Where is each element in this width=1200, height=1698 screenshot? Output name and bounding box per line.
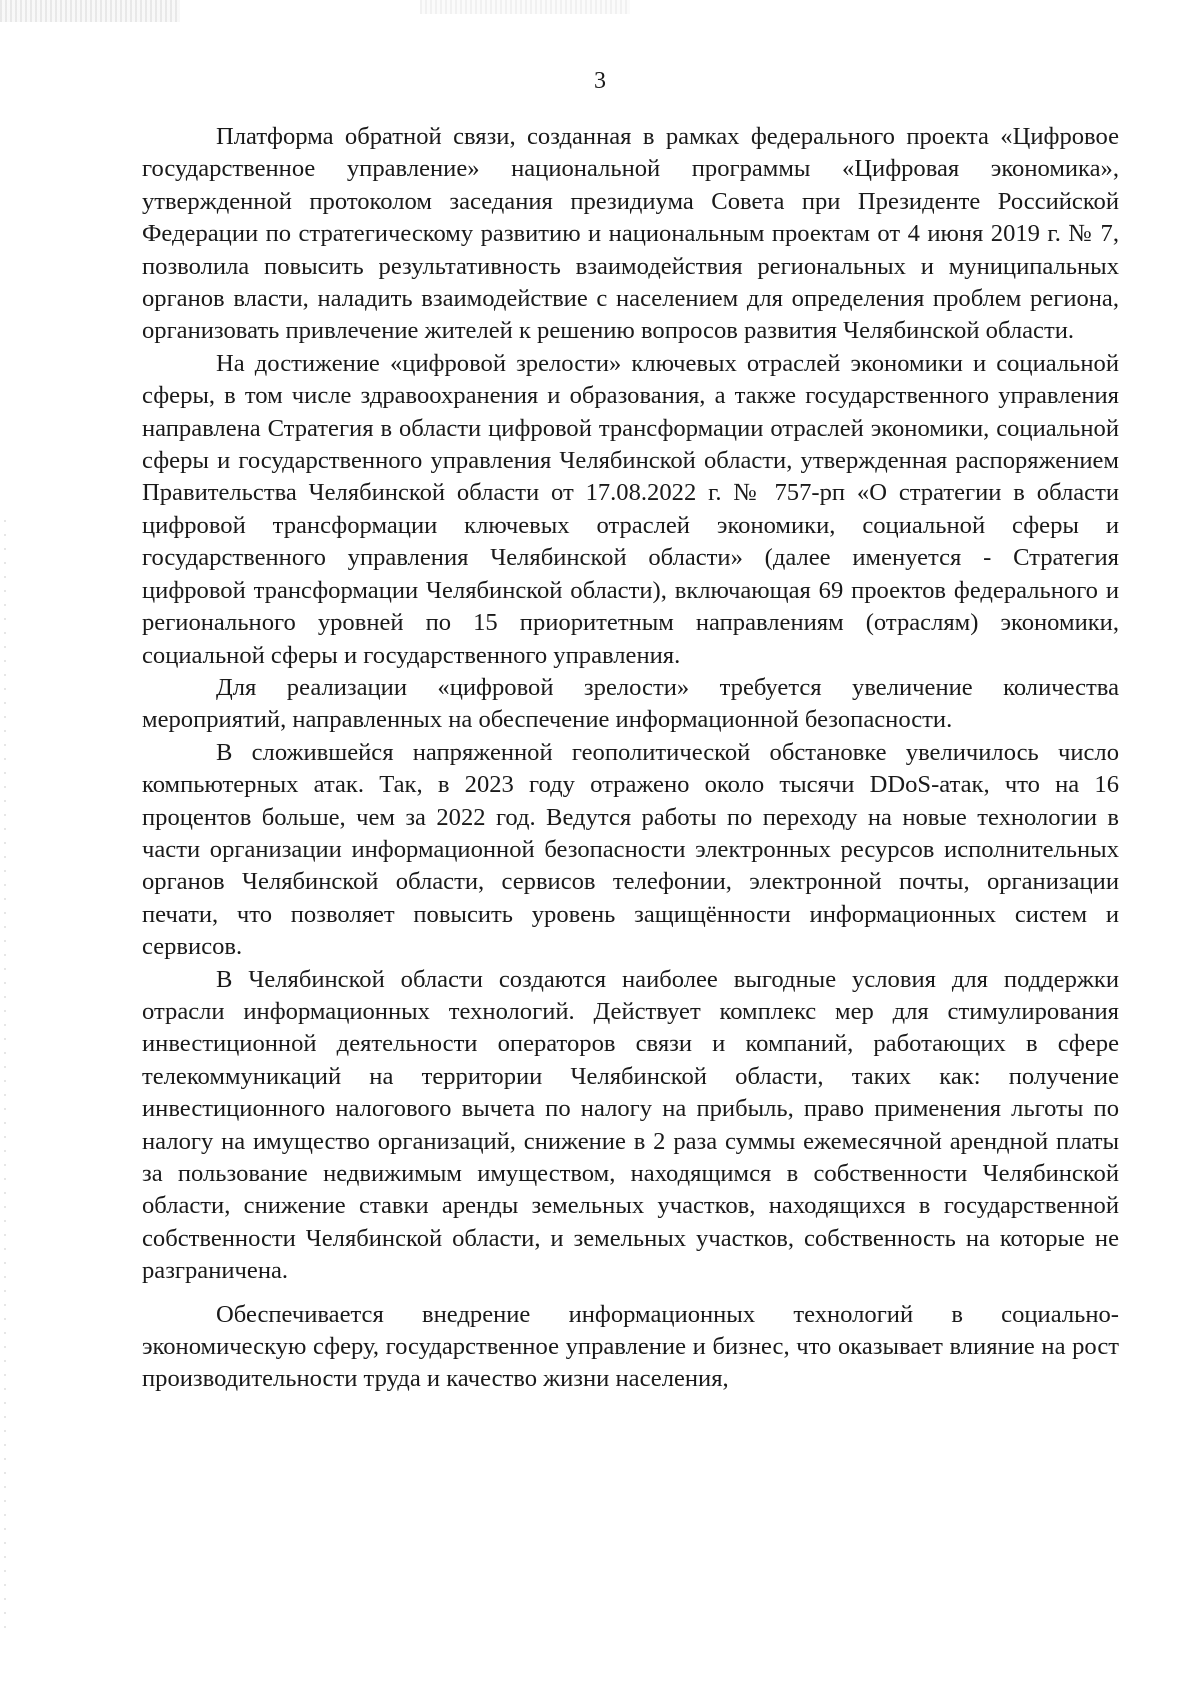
paragraph: Платформа обратной связи, созданная в рамках федерального проекта «Цифровое государственное управление» национальной программы «Цифровая экономика», утвержденной протоколом заседания президиума Совета при Президенте Российской Федерации по стратегическому развитию и национальным проектам от 4 июня 2019 г. № 7, позволила повысить результативность взаимодействия региональных и муниципальных органов власти, наладить взаимодействие с населением для определения проблем региона, организовать привлечение жителей к решению вопросов развития Челябинской области.	[142, 123, 1119, 345]
paragraph: В сложившейся напряженной геополитической обстановке увеличилось число компьютерных атак. Так, в 2023 году отражено около тысячи DDoS-атак, что на 16 процентов больше, чем за 2022 год. Ведутся работы по переходу на новые технологии в части организации информационной безопасности электронных ресурсов исполнительных органов Челябинской области, сервисов телефонии, электронной почты, организации печати, что позволяет повысить уровень защищённости информационных систем и сервисов.	[142, 738, 1119, 961]
scan-artifact	[0, 0, 180, 22]
scan-margin-dots	[4, 520, 6, 1640]
paragraph: Для реализации «цифровой зрелости» требуется увеличение количества мероприятий, направленных на обеспечение информационной безопасности.	[142, 673, 1119, 734]
document-body	[142, 121, 1119, 1396]
paragraph: Обеспечивается внедрение информационных технологий в социально-экономическую сферу, государственное управление и бизнес, что оказывает влияние на рост производительности труда и качество жизни населения,	[142, 1300, 1119, 1393]
paragraph: В Челябинской области создаются наиболее выгодные условия для поддержки отрасли информационных технологий. Действует комплекс мер для стимулирования инвестиционной деятельности операторов связи и компаний, работающих в сфере телекоммуникаций на территории Челябинской области, таких как: получение инвестиционного налогового вычета по налогу на прибыль, право применения льготы по налогу на имущество организаций, снижение в 2 раза суммы ежемесячной арендной платы за пользование недвижимым имуществом, находящимся в собственности Челябинской области, снижение ставки аренды земельных участков, находящихся в государственной собственности Челябинской области, и земельных участков, собственность на которые не разграничена.	[142, 965, 1119, 1285]
page-number: 3	[594, 68, 606, 94]
paragraph: На достижение «цифровой зрелости» ключевых отраслей экономики и социальной сферы, в том числе здравоохранения и образования, а также государственного управления направлена Стратегия в области цифровой трансформации отраслей экономики, социальной сферы и государственного управления Челябинской области, утвержденная распоряжением Правительства Челябинской области от 17.08.2022 г. № 757-рп «О стратегии в области цифровой трансформации ключевых отраслей экономики, социальной сферы и государственного управления Челябинской области» (далее именуется - Стратегия цифровой трансформации Челябинской области), включающая 69 проектов федерального и регионального уровней по 15 приоритетным направлениям (отраслям) экономики, социальной сферы и государственного управления.	[142, 349, 1119, 669]
scan-artifact	[420, 0, 630, 14]
